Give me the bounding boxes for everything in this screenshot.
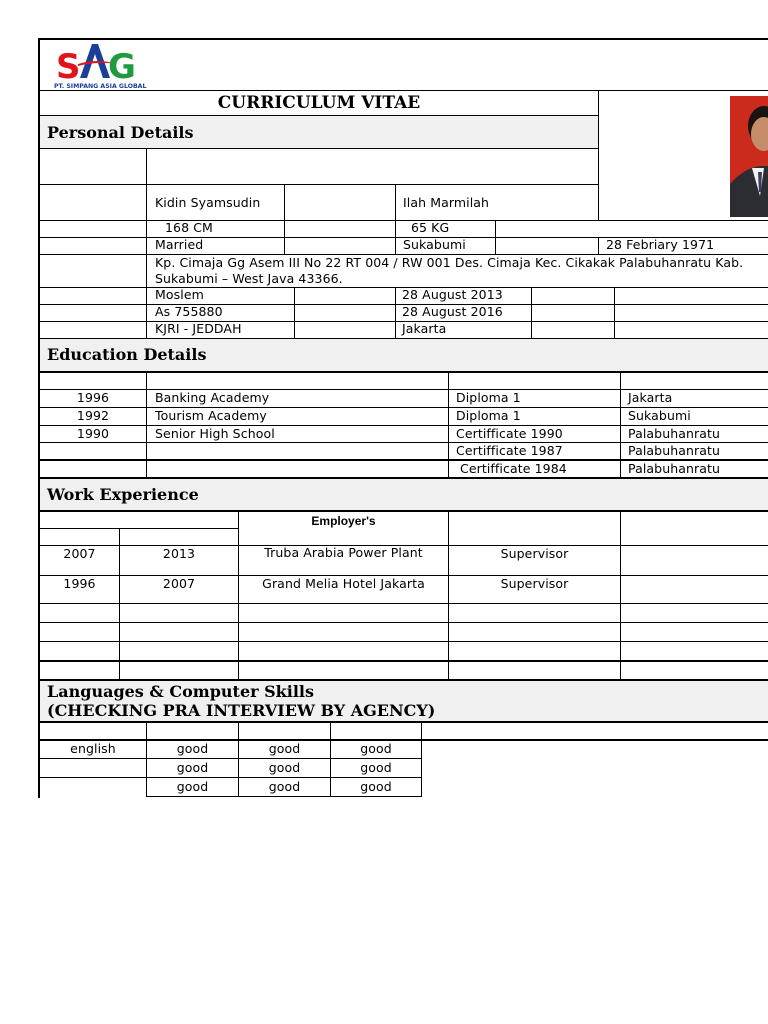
passport-expiry-date: 28 August 2016	[402, 304, 503, 319]
edu-year: 1996	[76, 390, 110, 405]
svg-text:G: G	[108, 47, 136, 87]
edu-place: Palabuhanratu	[628, 426, 721, 441]
language-rating: good	[176, 779, 209, 794]
language-rating: good	[360, 760, 392, 775]
work-position: Supervisor	[500, 546, 569, 561]
language-rating: good	[268, 779, 301, 794]
edu-degree: Diploma 1	[456, 408, 521, 423]
work-position: Supervisor	[500, 576, 569, 591]
edu-place: Sukabumi	[628, 408, 691, 423]
marital-status: Married	[155, 237, 204, 252]
edu-degree: Certifficate 1987	[456, 443, 563, 458]
applicant-photo	[730, 96, 768, 217]
spouse-name: Ilah Marmilah	[403, 195, 490, 210]
work-employer: Grand Melia Hotel Jakarta	[262, 576, 425, 591]
passport-issued-by: KJRI - JEDDAH	[155, 321, 242, 336]
company-name: PT. SIMPANG ASIA GLOBAL	[54, 83, 147, 90]
work-to-year: 2013	[162, 546, 196, 561]
edu-place: Palabuhanratu	[628, 443, 721, 458]
passport-number: As 755880	[155, 304, 223, 319]
language-rating: good	[176, 741, 209, 756]
employer-column-header: Employer's	[311, 514, 376, 528]
frame-top-border	[38, 38, 768, 40]
language-rating: good	[360, 779, 392, 794]
birth-place: Sukabumi	[403, 237, 466, 252]
edu-place: Palabuhanratu	[628, 461, 721, 476]
language-rating: good	[176, 760, 209, 775]
edu-place: Jakarta	[628, 390, 673, 405]
svg-text:S: S	[56, 47, 81, 87]
height-value: 168 CM	[165, 220, 213, 235]
passport-issue-place: Jakarta	[402, 321, 447, 336]
edu-school: Banking Academy	[155, 390, 270, 405]
address-line-2: Sukabumi – West Java 43366.	[155, 271, 343, 286]
edu-school: Senior High School	[155, 426, 275, 441]
edu-year: 1990	[76, 426, 110, 441]
birth-date: 28 Febriary 1971	[606, 237, 715, 252]
passport-issue-date: 28 August 2013	[402, 287, 503, 302]
edu-school: Tourism Academy	[155, 408, 267, 423]
edu-degree: Certifficate 1990	[456, 426, 563, 441]
language-rating: good	[268, 760, 301, 775]
work-to-year: 2007	[162, 576, 196, 591]
education-section-title: Education Details	[47, 345, 207, 364]
work-from-year: 1996	[63, 576, 96, 591]
weight-value: 65 KG	[411, 220, 450, 235]
language-name: english	[70, 741, 116, 756]
language-rating: good	[360, 741, 392, 756]
work-from-year: 2007	[63, 546, 96, 561]
languages-section-title: Languages & Computer Skills	[47, 682, 315, 701]
edu-year: 1992	[76, 408, 110, 423]
address-line-1: Kp. Cimaja Gg Asem III No 22 RT 004 / RW 001 Des. Cimaja Kec. Cikakak Palabuhanratu Kab.	[155, 255, 744, 270]
work-section-title: Work Experience	[47, 485, 199, 504]
languages-section-subtitle: (CHECKING PRA INTERVIEW BY AGENCY)	[47, 701, 436, 720]
language-rating: good	[268, 741, 301, 756]
applicant-name: Kidin Syamsudin	[155, 195, 261, 210]
religion: Moslem	[155, 287, 204, 302]
personal-section-title: Personal Details	[47, 123, 194, 142]
edu-degree: Certifficate 1984	[460, 461, 567, 476]
document-title: CURRICULUM VITAE	[217, 93, 421, 113]
edu-degree: Diploma 1	[456, 390, 521, 405]
work-employer: Truba Arabia Power Plant	[264, 545, 423, 560]
company-logo	[52, 42, 152, 90]
